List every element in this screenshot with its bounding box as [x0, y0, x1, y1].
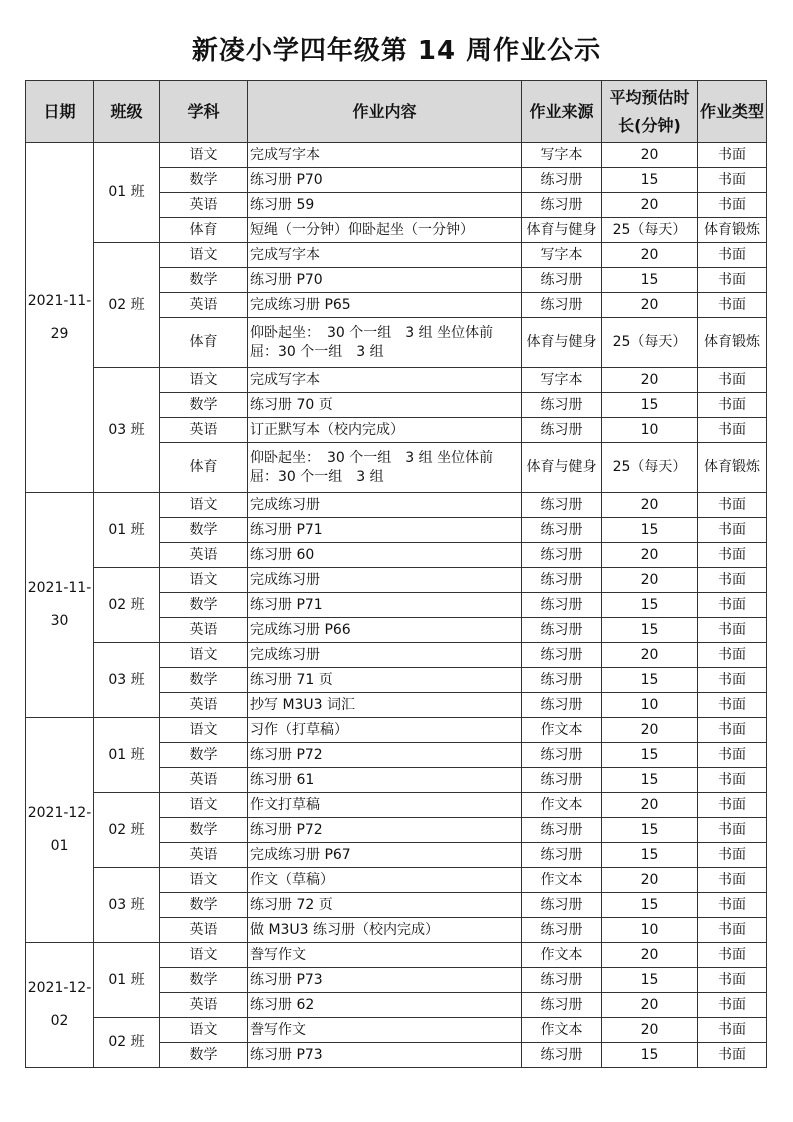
content-cell: 练习册 70 页 — [248, 393, 522, 418]
time-cell: 15 — [602, 743, 698, 768]
type-cell: 书面 — [698, 918, 767, 943]
type-cell: 书面 — [698, 643, 767, 668]
type-cell: 书面 — [698, 718, 767, 743]
content-cell: 完成练习册 — [248, 643, 522, 668]
time-cell: 20 — [602, 143, 698, 168]
table-row — [26, 868, 767, 893]
time-cell: 25（每天） — [602, 218, 698, 243]
subject-cell: 体育 — [160, 218, 248, 243]
date-cell: 2021-11-29 — [26, 143, 94, 493]
table-row — [26, 493, 767, 518]
header-row — [26, 81, 767, 143]
class-cell: 03 班 — [94, 643, 160, 718]
type-cell: 书面 — [698, 1018, 767, 1043]
content-cell: 作文打草稿 — [248, 793, 522, 818]
subject-cell: 语文 — [160, 643, 248, 668]
content-cell: 完成练习册 — [248, 493, 522, 518]
time-cell: 15 — [602, 168, 698, 193]
type-cell: 书面 — [698, 293, 767, 318]
class-cell: 01 班 — [94, 943, 160, 1018]
subject-cell: 语文 — [160, 718, 248, 743]
class-cell: 03 班 — [94, 368, 160, 493]
time-cell: 25（每天） — [602, 318, 698, 368]
source-cell: 作文本 — [522, 1018, 602, 1043]
source-cell: 练习册 — [522, 493, 602, 518]
type-cell: 书面 — [698, 893, 767, 918]
content-cell: 练习册 P73 — [248, 1043, 522, 1068]
type-cell: 书面 — [698, 818, 767, 843]
content-cell: 练习册 61 — [248, 768, 522, 793]
content-cell: 仰卧起坐： 30 个一组 3 组 坐位体前屈：30 个一组 3 组 — [248, 318, 522, 368]
content-cell: 做 M3U3 练习册（校内完成） — [248, 918, 522, 943]
type-cell: 书面 — [698, 668, 767, 693]
source-cell: 练习册 — [522, 668, 602, 693]
type-cell: 体育锻炼 — [698, 318, 767, 368]
source-cell: 写字本 — [522, 143, 602, 168]
class-cell: 02 班 — [94, 568, 160, 643]
time-cell: 15 — [602, 618, 698, 643]
type-cell: 书面 — [698, 693, 767, 718]
table-row — [26, 793, 767, 818]
time-cell: 15 — [602, 843, 698, 868]
subject-cell: 语文 — [160, 143, 248, 168]
type-cell: 体育锻炼 — [698, 218, 767, 243]
source-cell: 练习册 — [522, 993, 602, 1018]
header-time: 平均预估时长(分钟) — [602, 81, 698, 143]
subject-cell: 数学 — [160, 168, 248, 193]
source-cell: 练习册 — [522, 518, 602, 543]
source-cell: 练习册 — [522, 1043, 602, 1068]
subject-cell: 英语 — [160, 993, 248, 1018]
subject-cell: 数学 — [160, 393, 248, 418]
subject-cell: 数学 — [160, 268, 248, 293]
time-cell: 20 — [602, 793, 698, 818]
source-cell: 作文本 — [522, 793, 602, 818]
source-cell: 作文本 — [522, 868, 602, 893]
time-cell: 20 — [602, 1018, 698, 1043]
table-body — [26, 143, 767, 1068]
time-cell: 15 — [602, 1043, 698, 1068]
source-cell: 练习册 — [522, 843, 602, 868]
type-cell: 书面 — [698, 593, 767, 618]
source-cell: 练习册 — [522, 418, 602, 443]
type-cell: 书面 — [698, 393, 767, 418]
type-cell: 书面 — [698, 968, 767, 993]
source-cell: 体育与健身 — [522, 318, 602, 368]
source-cell: 练习册 — [522, 593, 602, 618]
time-cell: 25（每天） — [602, 443, 698, 493]
time-cell: 10 — [602, 418, 698, 443]
class-cell: 02 班 — [94, 1018, 160, 1068]
table-row — [26, 718, 767, 743]
content-cell: 练习册 72 页 — [248, 893, 522, 918]
subject-cell: 英语 — [160, 418, 248, 443]
type-cell: 书面 — [698, 618, 767, 643]
time-cell: 15 — [602, 593, 698, 618]
type-cell: 书面 — [698, 268, 767, 293]
subject-cell: 数学 — [160, 893, 248, 918]
page-title: 新凌小学四年级第 14 周作业公示 — [191, 36, 602, 66]
table-row — [26, 1018, 767, 1043]
type-cell: 书面 — [698, 518, 767, 543]
content-cell: 练习册 59 — [248, 193, 522, 218]
date-cell: 2021-12-02 — [26, 943, 94, 1068]
type-cell: 书面 — [698, 768, 767, 793]
time-cell: 15 — [602, 268, 698, 293]
type-cell: 书面 — [698, 793, 767, 818]
source-cell: 练习册 — [522, 768, 602, 793]
subject-cell: 数学 — [160, 743, 248, 768]
type-cell: 书面 — [698, 568, 767, 593]
content-cell: 完成写字本 — [248, 368, 522, 393]
header-source: 作业来源 — [522, 81, 602, 143]
content-cell: 誊写作文 — [248, 943, 522, 968]
source-cell: 写字本 — [522, 243, 602, 268]
subject-cell: 语文 — [160, 793, 248, 818]
type-cell: 书面 — [698, 993, 767, 1018]
source-cell: 练习册 — [522, 618, 602, 643]
subject-cell: 数学 — [160, 518, 248, 543]
source-cell: 练习册 — [522, 693, 602, 718]
type-cell: 书面 — [698, 193, 767, 218]
table-row — [26, 568, 767, 593]
content-cell: 抄写 M3U3 词汇 — [248, 693, 522, 718]
content-cell: 练习册 P71 — [248, 518, 522, 543]
content-cell: 练习册 P72 — [248, 818, 522, 843]
content-cell: 完成写字本 — [248, 143, 522, 168]
time-cell: 10 — [602, 693, 698, 718]
source-cell: 练习册 — [522, 393, 602, 418]
source-cell: 作文本 — [522, 718, 602, 743]
header-type: 作业类型 — [698, 81, 767, 143]
content-cell: 仰卧起坐： 30 个一组 3 组 坐位体前屈：30 个一组 3 组 — [248, 443, 522, 493]
time-cell: 20 — [602, 243, 698, 268]
content-cell: 订正默写本（校内完成） — [248, 418, 522, 443]
header-subject: 学科 — [160, 81, 248, 143]
source-cell: 练习册 — [522, 293, 602, 318]
content-cell: 誊写作文 — [248, 1018, 522, 1043]
source-cell: 练习册 — [522, 643, 602, 668]
subject-cell: 英语 — [160, 293, 248, 318]
table-row — [26, 368, 767, 393]
type-cell: 书面 — [698, 943, 767, 968]
source-cell: 练习册 — [522, 268, 602, 293]
class-cell: 02 班 — [94, 793, 160, 868]
source-cell: 作文本 — [522, 943, 602, 968]
subject-cell: 英语 — [160, 543, 248, 568]
subject-cell: 英语 — [160, 918, 248, 943]
source-cell: 练习册 — [522, 168, 602, 193]
type-cell: 体育锻炼 — [698, 443, 767, 493]
type-cell: 书面 — [698, 143, 767, 168]
type-cell: 书面 — [698, 1043, 767, 1068]
subject-cell: 体育 — [160, 318, 248, 368]
subject-cell: 体育 — [160, 443, 248, 493]
content-cell: 完成写字本 — [248, 243, 522, 268]
date-cell: 2021-12-01 — [26, 718, 94, 943]
content-cell: 完成练习册 P66 — [248, 618, 522, 643]
time-cell: 20 — [602, 568, 698, 593]
header-class: 班级 — [94, 81, 160, 143]
content-cell: 练习册 P70 — [248, 168, 522, 193]
source-cell: 练习册 — [522, 543, 602, 568]
source-cell: 练习册 — [522, 743, 602, 768]
subject-cell: 语文 — [160, 943, 248, 968]
content-cell: 完成练习册 P65 — [248, 293, 522, 318]
content-cell: 短绳（一分钟）仰卧起坐（一分钟） — [248, 218, 522, 243]
subject-cell: 英语 — [160, 618, 248, 643]
class-cell: 01 班 — [94, 493, 160, 568]
time-cell: 15 — [602, 893, 698, 918]
source-cell: 练习册 — [522, 968, 602, 993]
time-cell: 10 — [602, 918, 698, 943]
time-cell: 20 — [602, 293, 698, 318]
class-cell: 02 班 — [94, 243, 160, 368]
source-cell: 体育与健身 — [522, 218, 602, 243]
type-cell: 书面 — [698, 543, 767, 568]
subject-cell: 英语 — [160, 843, 248, 868]
source-cell: 写字本 — [522, 368, 602, 393]
subject-cell: 数学 — [160, 668, 248, 693]
time-cell: 15 — [602, 768, 698, 793]
source-cell: 体育与健身 — [522, 443, 602, 493]
class-cell: 01 班 — [94, 143, 160, 243]
time-cell: 15 — [602, 393, 698, 418]
content-cell: 练习册 P72 — [248, 743, 522, 768]
class-cell: 01 班 — [94, 718, 160, 793]
subject-cell: 语文 — [160, 1018, 248, 1043]
type-cell: 书面 — [698, 843, 767, 868]
header-date: 日期 — [26, 81, 94, 143]
subject-cell: 英语 — [160, 693, 248, 718]
subject-cell: 语文 — [160, 493, 248, 518]
type-cell: 书面 — [698, 868, 767, 893]
time-cell: 20 — [602, 543, 698, 568]
content-cell: 练习册 P73 — [248, 968, 522, 993]
type-cell: 书面 — [698, 243, 767, 268]
content-cell: 完成练习册 — [248, 568, 522, 593]
time-cell: 20 — [602, 868, 698, 893]
content-cell: 完成练习册 P67 — [248, 843, 522, 868]
time-cell: 15 — [602, 968, 698, 993]
content-cell: 练习册 71 页 — [248, 668, 522, 693]
type-cell: 书面 — [698, 493, 767, 518]
time-cell: 20 — [602, 643, 698, 668]
content-cell: 练习册 60 — [248, 543, 522, 568]
time-cell: 15 — [602, 668, 698, 693]
subject-cell: 语文 — [160, 568, 248, 593]
table-row — [26, 243, 767, 268]
source-cell: 练习册 — [522, 193, 602, 218]
time-cell: 20 — [602, 718, 698, 743]
table-row — [26, 943, 767, 968]
subject-cell: 英语 — [160, 768, 248, 793]
subject-cell: 数学 — [160, 818, 248, 843]
content-cell: 练习册 P70 — [248, 268, 522, 293]
time-cell: 20 — [602, 368, 698, 393]
subject-cell: 语文 — [160, 368, 248, 393]
class-cell: 03 班 — [94, 868, 160, 943]
subject-cell: 数学 — [160, 1043, 248, 1068]
time-cell: 20 — [602, 493, 698, 518]
content-cell: 练习册 P71 — [248, 593, 522, 618]
time-cell: 15 — [602, 518, 698, 543]
subject-cell: 数学 — [160, 593, 248, 618]
source-cell: 练习册 — [522, 893, 602, 918]
time-cell: 20 — [602, 943, 698, 968]
subject-cell: 英语 — [160, 193, 248, 218]
subject-cell: 语文 — [160, 868, 248, 893]
date-cell: 2021-11-30 — [26, 493, 94, 718]
table-row — [26, 143, 767, 168]
type-cell: 书面 — [698, 368, 767, 393]
time-cell: 20 — [602, 993, 698, 1018]
table-row — [26, 643, 767, 668]
subject-cell: 数学 — [160, 968, 248, 993]
source-cell: 练习册 — [522, 568, 602, 593]
source-cell: 练习册 — [522, 918, 602, 943]
header-content: 作业内容 — [248, 81, 522, 143]
subject-cell: 语文 — [160, 243, 248, 268]
type-cell: 书面 — [698, 418, 767, 443]
content-cell: 练习册 62 — [248, 993, 522, 1018]
source-cell: 练习册 — [522, 818, 602, 843]
content-cell: 作文（草稿） — [248, 868, 522, 893]
time-cell: 20 — [602, 193, 698, 218]
time-cell: 15 — [602, 818, 698, 843]
type-cell: 书面 — [698, 743, 767, 768]
homework-table — [25, 80, 767, 1068]
type-cell: 书面 — [698, 168, 767, 193]
content-cell: 习作（打草稿） — [248, 718, 522, 743]
